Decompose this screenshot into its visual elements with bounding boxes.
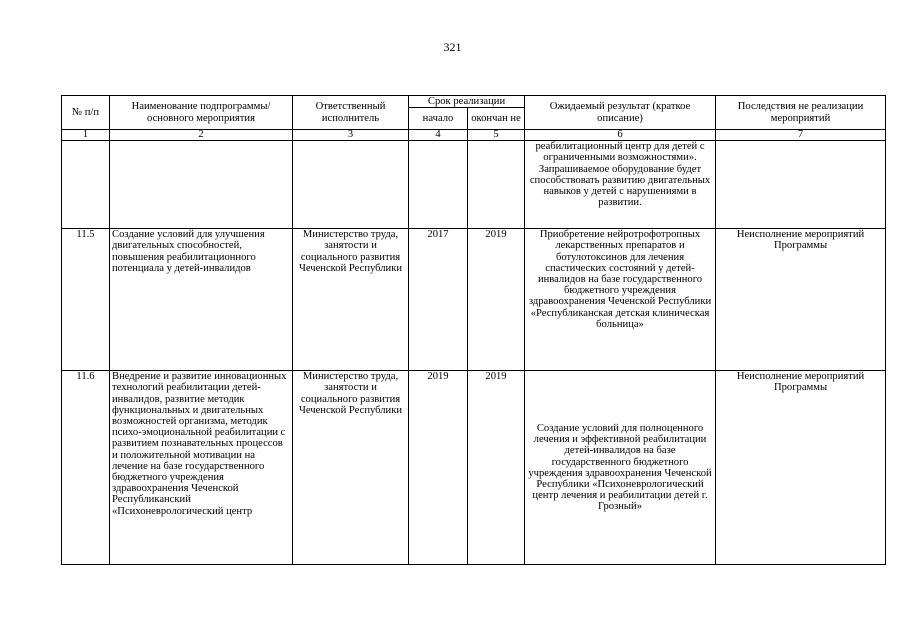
row-result-text: реабилитационный центр для детей с ограниченными возможностями». Запрашиваемое оборудование будет способствовать развитию двигательных навыков у детей с нарушениями в развитии. <box>529 141 711 209</box>
table-row <box>62 229 886 371</box>
row-consequences: Неисполнение мероприятий Программы <box>716 229 886 371</box>
column-number: 5 <box>468 130 525 141</box>
header-consequences: Последствия не реализации мероприятий <box>716 96 886 130</box>
row-num <box>62 141 110 229</box>
row-num: 11.5 <box>62 229 110 371</box>
page-number: 321 <box>443 40 462 54</box>
row-result: Создание условий для полноценного лечения и эффективной реабилитации детей-инвалидов на базе государственного бюджетного учреждения здравоохранения Чеченской Республики «Психоневрологический центр лечения и реабилитации детей г. Грозный» <box>525 371 716 565</box>
row-start: 2019 <box>409 371 468 565</box>
row-name: Создание условий для улучшения двигательных способностей, повышения реабилитационного потенциала у детей-инвалидов <box>110 229 293 371</box>
header-name: Наименование подпрограммы/ основного мероприятия <box>110 96 293 130</box>
column-numbers-row <box>62 130 886 141</box>
column-number: 7 <box>716 130 886 141</box>
row-start: 2017 <box>409 229 468 371</box>
header-end: окончан не <box>468 108 525 130</box>
row-executor <box>293 141 409 229</box>
row-executor: Министерство труда, занятости и социального развития Чеченской Республики <box>293 371 409 565</box>
header-num: № п/п <box>62 96 110 130</box>
row-name: Внедрение и развитие инновационных технологий реабилитации детей-инвалидов, развитие методик функциональных и двигательных возможностей организма, методик психо-эмоциональной реабилитации с развитием познавательных процессов и положительной мотивации на лечение на базе государственного бюджетного учреждения здравоохранения Чеченской Республиканский «Психоневрологический центр <box>110 371 293 565</box>
row-name <box>110 141 293 229</box>
column-number: 4 <box>409 130 468 141</box>
row-executor: Министерство труда, занятости и социального развития Чеченской Республики <box>293 229 409 371</box>
column-number: 2 <box>110 130 293 141</box>
header-period: Срок реализации <box>409 96 525 108</box>
column-number: 1 <box>62 130 110 141</box>
table-row <box>62 141 886 229</box>
row-num: 11.6 <box>62 371 110 565</box>
header-start: начало <box>409 108 468 130</box>
header-result: Ожидаемый результат (краткое описание) <box>525 96 716 130</box>
row-end: 2019 <box>468 371 525 565</box>
row-end: 2019 <box>468 229 525 371</box>
row-end <box>468 141 525 229</box>
table-row <box>62 371 886 565</box>
program-table <box>61 95 886 565</box>
column-number: 3 <box>293 130 409 141</box>
row-consequences <box>716 141 886 229</box>
row-start <box>409 141 468 229</box>
header-executor: Ответственный исполнитель <box>293 96 409 130</box>
row-result <box>525 141 716 229</box>
row-result: Приобретение нейротрофотропных лекарственных препаратов и ботулотоксинов для лечения спастических состояний у детей-инвалидов на базе государственного бюджетного учреждения здравоохранения Чеченской Республики «Республиканская детская клиническая больница» <box>525 229 716 371</box>
column-number: 6 <box>525 130 716 141</box>
row-consequences: Неисполнение мероприятий Программы <box>716 371 886 565</box>
